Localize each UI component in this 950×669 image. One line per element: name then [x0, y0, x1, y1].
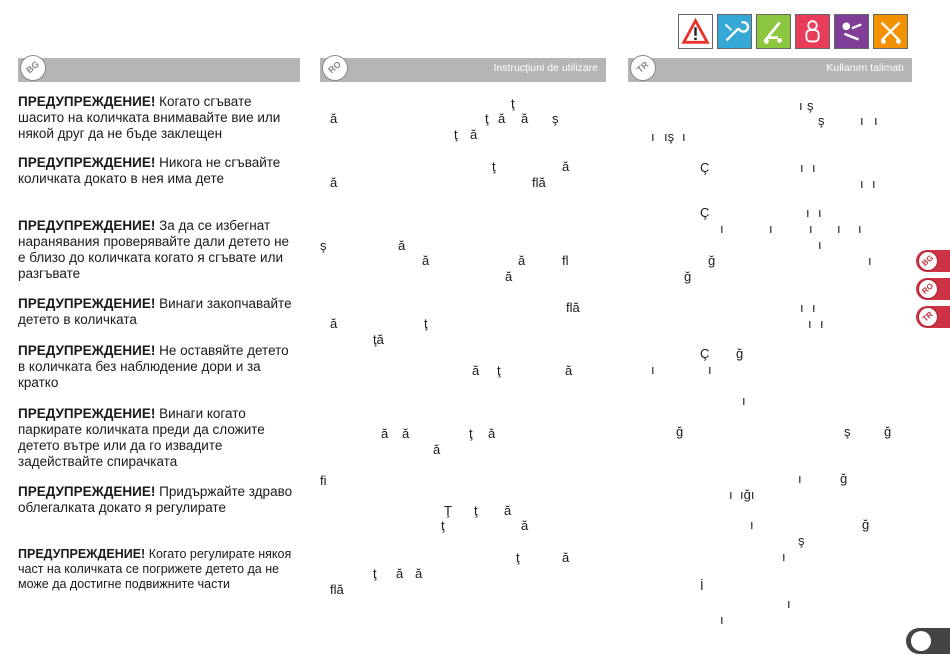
ro-glyph: ţă	[373, 332, 384, 347]
tr-glyph: ı	[812, 300, 816, 315]
tr-glyph: ı	[808, 316, 812, 331]
tr-glyph: Ç	[700, 205, 710, 220]
tab-tr[interactable]	[916, 306, 950, 328]
ro-glyph: ţ	[373, 566, 377, 581]
tr-tab-badge: TR	[918, 307, 938, 327]
ro-glyph: flă	[330, 582, 344, 597]
ro-glyph: ţ	[485, 111, 489, 126]
ro-glyph: ţ	[497, 363, 501, 378]
ro-glyph: ă	[504, 503, 512, 518]
ro-glyph: ţ	[511, 96, 515, 111]
icon-strip	[678, 14, 908, 49]
ro-glyph: ţ	[441, 518, 445, 533]
tr-glyph: ş	[818, 113, 825, 128]
tr-glyph: ış	[664, 129, 675, 144]
ro-glyph: ş	[552, 111, 559, 126]
ro-glyph: ă	[562, 159, 570, 174]
page-circle	[911, 631, 931, 651]
ro-glyph: ă	[381, 426, 389, 441]
ro-glyph: ă	[488, 426, 496, 441]
fold-icon	[873, 14, 908, 49]
ro-glyph: ă	[521, 111, 529, 126]
tr-glyph: ı	[812, 160, 816, 175]
ro-glyph: ă	[415, 566, 423, 581]
bg-language-badge: BG	[20, 55, 46, 81]
tab-bg[interactable]	[916, 250, 950, 272]
warning-paragraph: ПРЕДУПРЕЖДЕНИЕ! Придържайте здраво облегалката докато я регулирате	[18, 484, 293, 515]
tr-glyph: ı	[818, 205, 822, 220]
tr-glyph: ı	[860, 113, 864, 128]
tr-glyph: ş	[844, 424, 851, 439]
ro-glyph: ă	[433, 442, 441, 457]
ro-glyph: ă	[330, 175, 338, 190]
tr-glyph: ş	[798, 533, 805, 548]
tr-glyph: ı	[800, 160, 804, 175]
ro-glyph: ă	[518, 253, 526, 268]
ro-glyph: ă	[330, 111, 338, 126]
tr-glyph: ı	[818, 237, 822, 252]
tr-glyph: İ	[700, 578, 704, 593]
ro-glyph: fi	[320, 473, 327, 488]
child-seat-icon	[795, 14, 830, 49]
tr-glyph: ı	[820, 316, 824, 331]
page-number-badge	[906, 628, 950, 654]
tr-glyph: ı	[800, 300, 804, 315]
ro-glyph: ţ	[424, 316, 428, 331]
tr-glyph: ğ	[676, 424, 684, 439]
tr-glyph: ı	[682, 129, 686, 144]
tr-glyph: ş	[807, 98, 814, 113]
baby-icon	[834, 14, 869, 49]
warning-paragraph: ПРЕДУПРЕЖДЕНИЕ! Винаги когато паркирате количката преди да сложите детето вътре или да го извадите задействайте спирачката	[18, 406, 265, 469]
ro-glyph: ă	[521, 518, 529, 533]
tr-glyph: ı	[720, 221, 724, 236]
tr-glyph: ğ	[840, 471, 848, 486]
ro-glyph: ă	[470, 127, 478, 142]
ro-glyph: ă	[398, 238, 406, 253]
ro-glyph: ş	[320, 238, 327, 253]
warning-paragraph: ПРЕДУПРЕЖДЕНИЕ! Винаги закопчавайте детето в количката	[18, 296, 292, 327]
ro-glyph: Ţ	[444, 503, 452, 518]
ro-glyph: ă	[402, 426, 410, 441]
tr-glyph: ı	[720, 612, 724, 627]
warning-icon	[678, 14, 713, 49]
tr-glyph: ı	[806, 205, 810, 220]
stroller-icon	[756, 14, 791, 49]
tr-glyph: ğ	[736, 346, 744, 361]
tr-glyph: ı	[809, 221, 813, 236]
tr-glyph: ı	[708, 362, 712, 377]
ro-tab-badge: RO	[918, 279, 938, 299]
ro-glyph: ţ	[474, 503, 478, 518]
ro-glyph: flă	[566, 300, 580, 315]
bg-header	[18, 58, 300, 82]
tr-glyph: ı	[782, 549, 786, 564]
tr-header	[628, 58, 912, 82]
ro-glyph: ţ	[469, 426, 473, 441]
tr-glyph: ı	[750, 517, 754, 532]
tr-glyph: ğ	[708, 253, 716, 268]
bg-tab-badge: BG	[918, 251, 938, 271]
tr-glyph: Ç	[700, 346, 710, 361]
tr-glyph: ğ	[862, 517, 870, 532]
tools-icon	[717, 14, 752, 49]
ro-glyph: ţ	[516, 550, 520, 565]
tr-glyph: ı	[742, 393, 746, 408]
tr-glyph: ğ	[684, 269, 692, 284]
ro-glyph: ă	[330, 316, 338, 331]
tr-glyph: ı	[799, 98, 803, 113]
ro-glyph: fl	[562, 253, 569, 268]
tr-glyph: ı	[651, 362, 655, 377]
ro-header	[320, 58, 606, 82]
ro-glyph: ă	[505, 269, 513, 284]
ro-glyph: flă	[532, 175, 546, 190]
tr-glyph: ı	[860, 176, 864, 191]
tr-header-title: Kullanım talimatı	[826, 62, 904, 74]
tr-glyph: ı	[837, 221, 841, 236]
tab-ro[interactable]	[916, 278, 950, 300]
ro-glyph: ţ	[454, 127, 458, 142]
tr-glyph: ı	[769, 221, 773, 236]
tr-glyph: ı	[729, 487, 733, 502]
ro-header-title: Instrucţiuni de utilizare	[493, 62, 598, 74]
warning-paragraph: ПРЕДУПРЕЖДЕНИЕ! Когато регулирате някоя част на количката се погрижете детето да не може да достигне подвижните части	[18, 547, 292, 591]
tr-glyph: ı	[872, 176, 876, 191]
ro-glyph: ă	[565, 363, 573, 378]
warning-paragraph: ПРЕДУПРЕЖДЕНИЕ! Когато сгъвате шасито на количката внимавайте вие или някой друг да не бъде заклещен	[18, 94, 281, 141]
tr-glyph: ığı	[740, 487, 755, 502]
tr-glyph: ı	[868, 253, 872, 268]
tr-glyph: Ç	[700, 160, 710, 175]
tr-glyph: ğ	[884, 424, 892, 439]
tr-glyph: ı	[651, 129, 655, 144]
tr-glyph: ı	[798, 471, 802, 486]
tr-language-badge: TR	[630, 55, 656, 81]
ro-language-badge: RO	[322, 55, 348, 81]
warning-paragraph: ПРЕДУПРЕЖДЕНИЕ! Никога не сгъвайте количката докато в нея има дете	[18, 155, 281, 186]
ro-glyph: ă	[498, 111, 506, 126]
ro-glyph: ă	[396, 566, 404, 581]
ro-glyph: ă	[562, 550, 570, 565]
tr-glyph: ı	[787, 596, 791, 611]
ro-glyph: ă	[422, 253, 430, 268]
ro-glyph: ă	[472, 363, 480, 378]
tr-glyph: ı	[858, 221, 862, 236]
warning-paragraph: ПРЕДУПРЕЖДЕНИЕ! За да се избегнат наранявания проверявайте дали детето не е близо до количката когато я сгъвате или разгъвате	[18, 218, 290, 281]
warning-paragraph: ПРЕДУПРЕЖДЕНИЕ! Не оставяйте детето в количката без наблюдение дори и за кратко	[18, 343, 289, 390]
tr-glyph: ı	[874, 113, 878, 128]
ro-glyph: ţ	[492, 159, 496, 174]
